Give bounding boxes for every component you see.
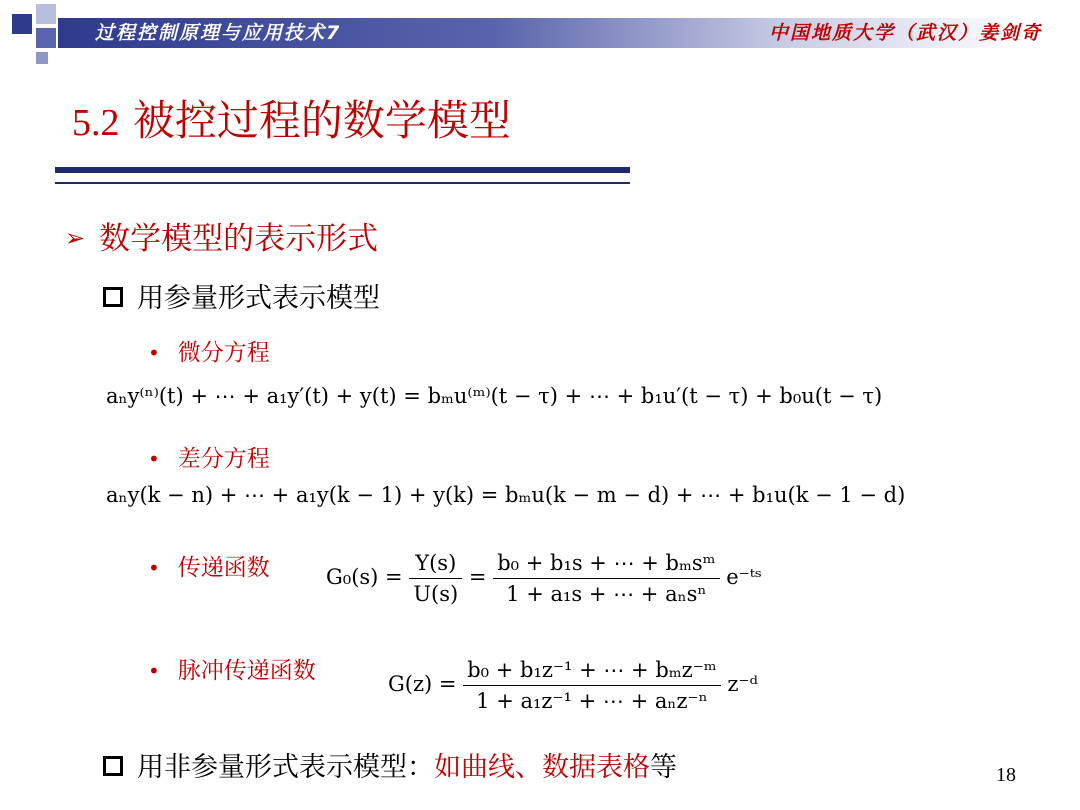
pulse-ratio: $\frac{\text{b₀ + b₁z⁻¹ + ⋯ + bₘz⁻ᵐ}}{\text{1 + a₁z⁻¹ + ⋯ + aₙz⁻ⁿ}}$ xyxy=(463,655,720,716)
title-number: 5.2 xyxy=(72,102,120,144)
header-square-mid xyxy=(36,28,56,48)
bullet-dot-icon: • xyxy=(148,659,160,683)
title-rule-thin xyxy=(55,182,630,184)
page-title xyxy=(72,88,511,148)
course-title: 过程控制原理与应用技术7 xyxy=(95,22,342,44)
transfer-ratio: $\frac{Y(s)}{U(s)}$ xyxy=(409,548,462,609)
param-form-heading: 用参量形式表示模型 xyxy=(103,276,380,315)
transfer-polynomial-ratio: $\frac{\text{b₀ + b₁s + ⋯ + bₘsᵐ}}{\text{1 + a₁s + ⋯ + aₙsⁿ}}$ xyxy=(493,548,719,609)
title-text: 被控过程的数学模型 xyxy=(132,96,511,145)
header-square-light xyxy=(36,4,56,24)
nonparam-examples: 如曲线、数据表格 xyxy=(434,752,650,783)
difference-label: • 差分方程 xyxy=(148,446,270,472)
transfer-equation: G₀(s) = $\frac{Y(s)}{U(s)}$ = $\frac{\text{b₀ + b₁s + ⋯ + bₘsᵐ}}{\text{1 + a₁s + ⋯ + aₙsⁿ}}$ e⁻ᵗˢ xyxy=(326,548,762,609)
square-bullet-icon xyxy=(103,287,123,307)
author-affiliation: 中国地质大学（武汉）姜剑奇 xyxy=(768,22,1042,44)
difference-equation: aₙy(k − n) + ⋯ + a₁y(k − 1) + y(k) = bₘu(k − m − d) + ⋯ + b₁u(k − 1 − d) xyxy=(106,483,906,507)
differential-label: • 微分方程 xyxy=(148,340,270,366)
bullet-dot-icon: • xyxy=(148,447,160,471)
header-square-small xyxy=(36,52,48,64)
title-rule-thick xyxy=(55,167,630,173)
page-number: 18 xyxy=(996,764,1016,786)
pulse-label: • 脉冲传递函数 xyxy=(148,658,316,684)
differential-equation: aₙy⁽ⁿ⁾(t) + ⋯ + a₁y′(t) + y(t) = bₘu⁽ᵐ⁾(t − τ) + ⋯ + b₁u′(t − τ) + b₀u(t − τ) xyxy=(106,384,883,408)
bullet-dot-icon: • xyxy=(148,556,160,580)
bullet-dot-icon: • xyxy=(148,341,160,365)
transfer-label: • 传递函数 xyxy=(148,555,270,581)
nonparam-form-heading: 用非参量形式表示模型：如曲线、数据表格等 xyxy=(103,745,677,784)
arrow-bullet-icon: ➢ xyxy=(65,224,86,252)
pulse-equation: G(z) = $\frac{\text{b₀ + b₁z⁻¹ + ⋯ + bₘz⁻ᵐ}}{\text{1 + a₁z⁻¹ + ⋯ + aₙz⁻ⁿ}}$ z⁻ᵈ xyxy=(388,655,758,716)
header-square-dark xyxy=(12,14,32,34)
section-heading: ➢ 数学模型的表示形式 xyxy=(65,221,379,257)
square-bullet-icon xyxy=(103,756,123,776)
